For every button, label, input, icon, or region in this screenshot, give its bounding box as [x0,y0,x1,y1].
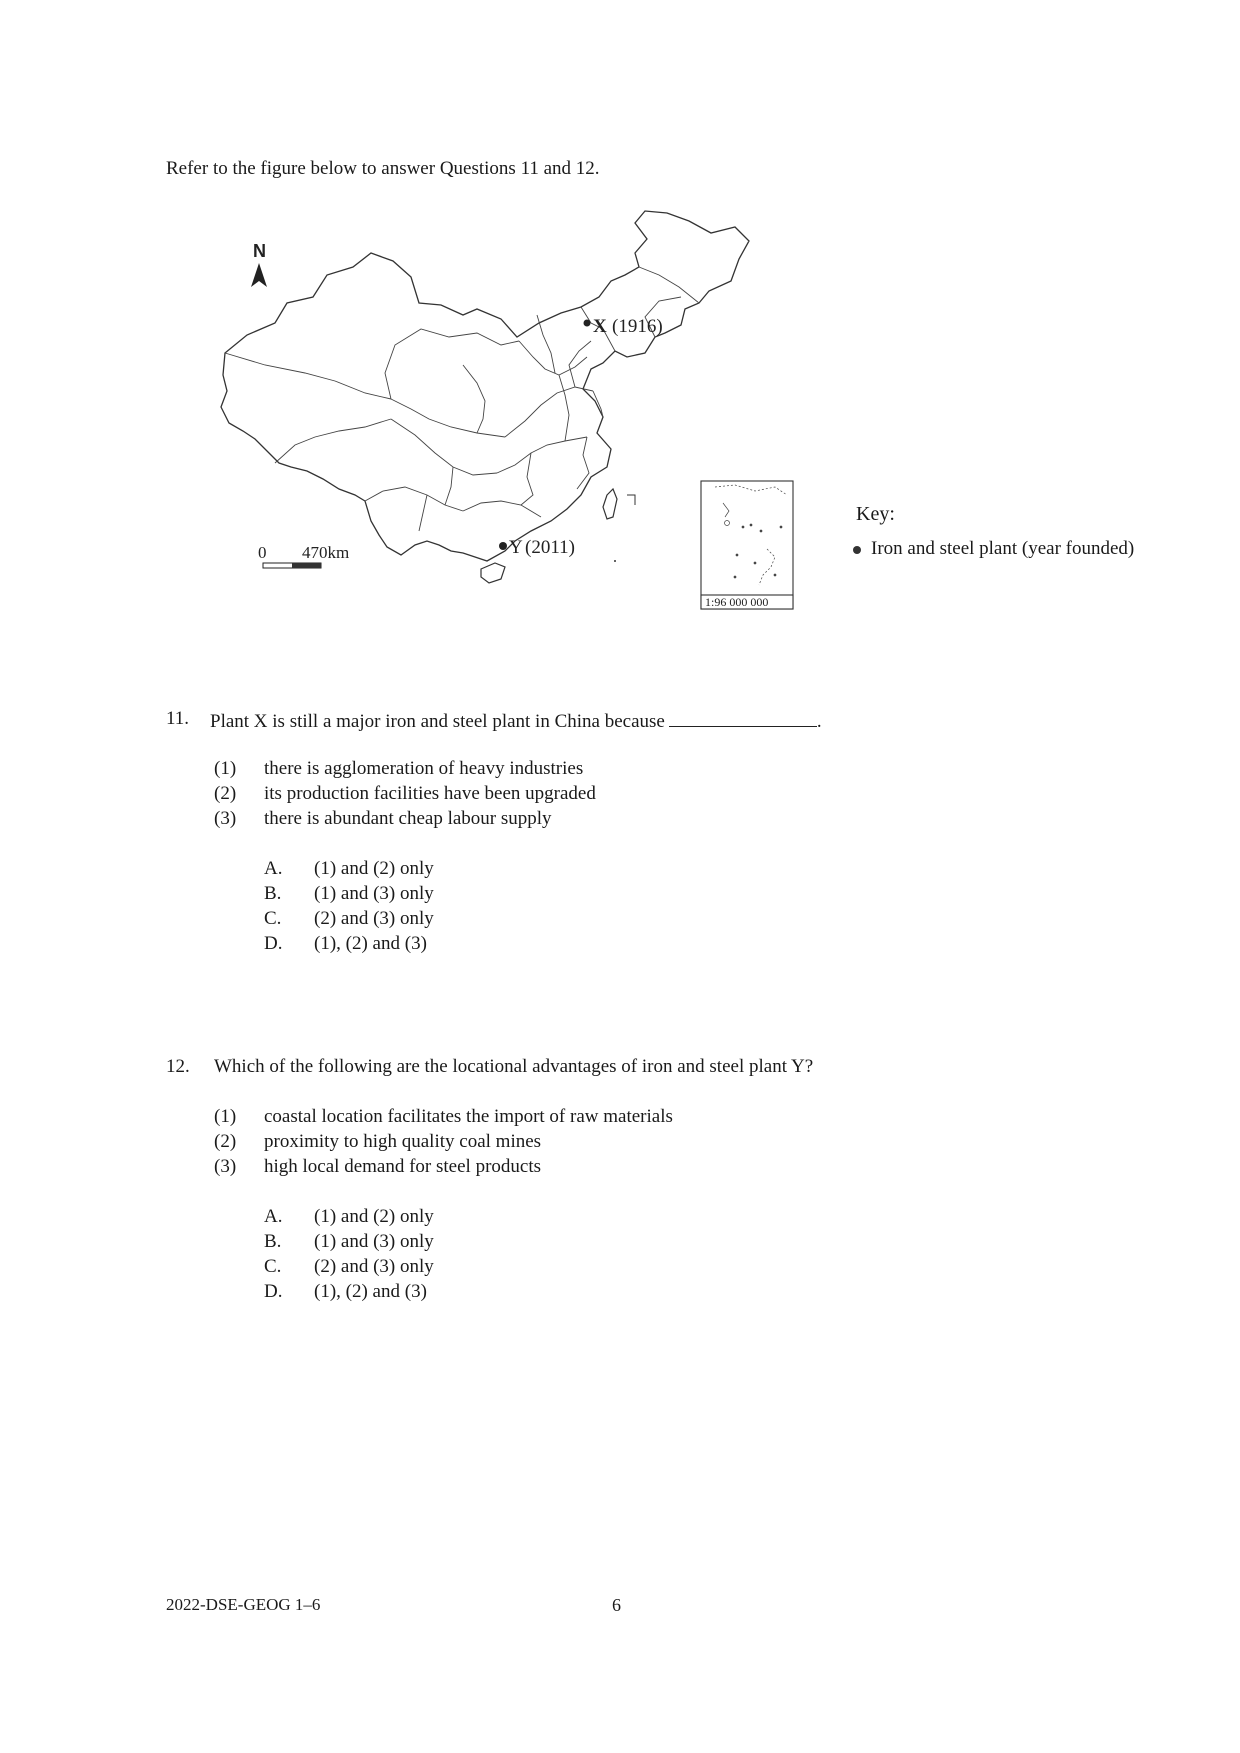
page-number: 6 [612,1595,621,1615]
inset-scale: 1:96 000 000 [705,595,769,609]
question-12 [166,1056,1126,1316]
north-label: N [253,241,266,261]
plant-y-year: (2011) [525,537,575,558]
option-d: D. (1), (2) and (3) [264,1281,427,1302]
statement: (3) there is abundant cheap labour supply [214,808,552,829]
statement: (1) there is agglomeration of heavy industries [214,758,584,779]
question-number: 12. [166,1056,190,1077]
option-c: C. (2) and (3) only [264,908,434,929]
plant-y-marker [499,542,507,550]
question-number: 11. [166,708,190,729]
key-item [853,538,1134,560]
exam-code: 2022-DSE-GEOG 1–6 [166,1595,321,1614]
taiwan-island [603,489,617,519]
south-china-sea-inset [701,481,793,609]
option-c: C. (2) and (3) only [264,1256,434,1277]
china-map [215,205,815,685]
scale-bar-filled [292,563,321,568]
statement: (3) high local demand for steel products [214,1156,542,1177]
key-item-label: Iron and steel plant (year founded) [871,538,1135,559]
answer-blank [669,708,817,727]
option-a: A. (1) and (2) only [264,858,434,879]
question-text: Which of the following are the locational advantages of iron and steel plant Y? [214,1056,814,1077]
scale-distance: 470km [302,543,350,562]
inset-islands [715,485,787,585]
china-outline [221,211,749,561]
plant-y-label: Y [509,537,523,558]
provincial-boundaries [225,267,699,531]
option-b: B. (1) and (3) only [264,1231,434,1252]
option-a: A. (1) and (2) only [264,1206,434,1227]
plant-x-year: (1916) [612,316,663,337]
option-d: D. (1), (2) and (3) [264,933,427,954]
question-text: Plant X is still a major iron and steel plant in China because . [210,708,822,733]
china-map-figure [215,205,815,685]
statement: (2) proximity to high quality coal mines [214,1131,542,1152]
scale-zero: 0 [258,543,267,562]
north-arrow-icon [251,263,267,287]
statement: (2) its production facilities have been upgraded [214,783,596,804]
question-11 [166,708,1126,968]
intro-instruction: Refer to the figure below to answer Questions 11 and 12. [166,158,600,179]
statement: (1) coastal location facilitates the import of raw materials [214,1106,673,1127]
option-b: B. (1) and (3) only [264,883,434,904]
plant-x-marker [584,320,591,327]
plant-dot-icon [853,546,861,554]
key-title: Key: [856,503,895,525]
hainan-island [481,563,505,583]
plant-x-label: X [593,316,607,337]
